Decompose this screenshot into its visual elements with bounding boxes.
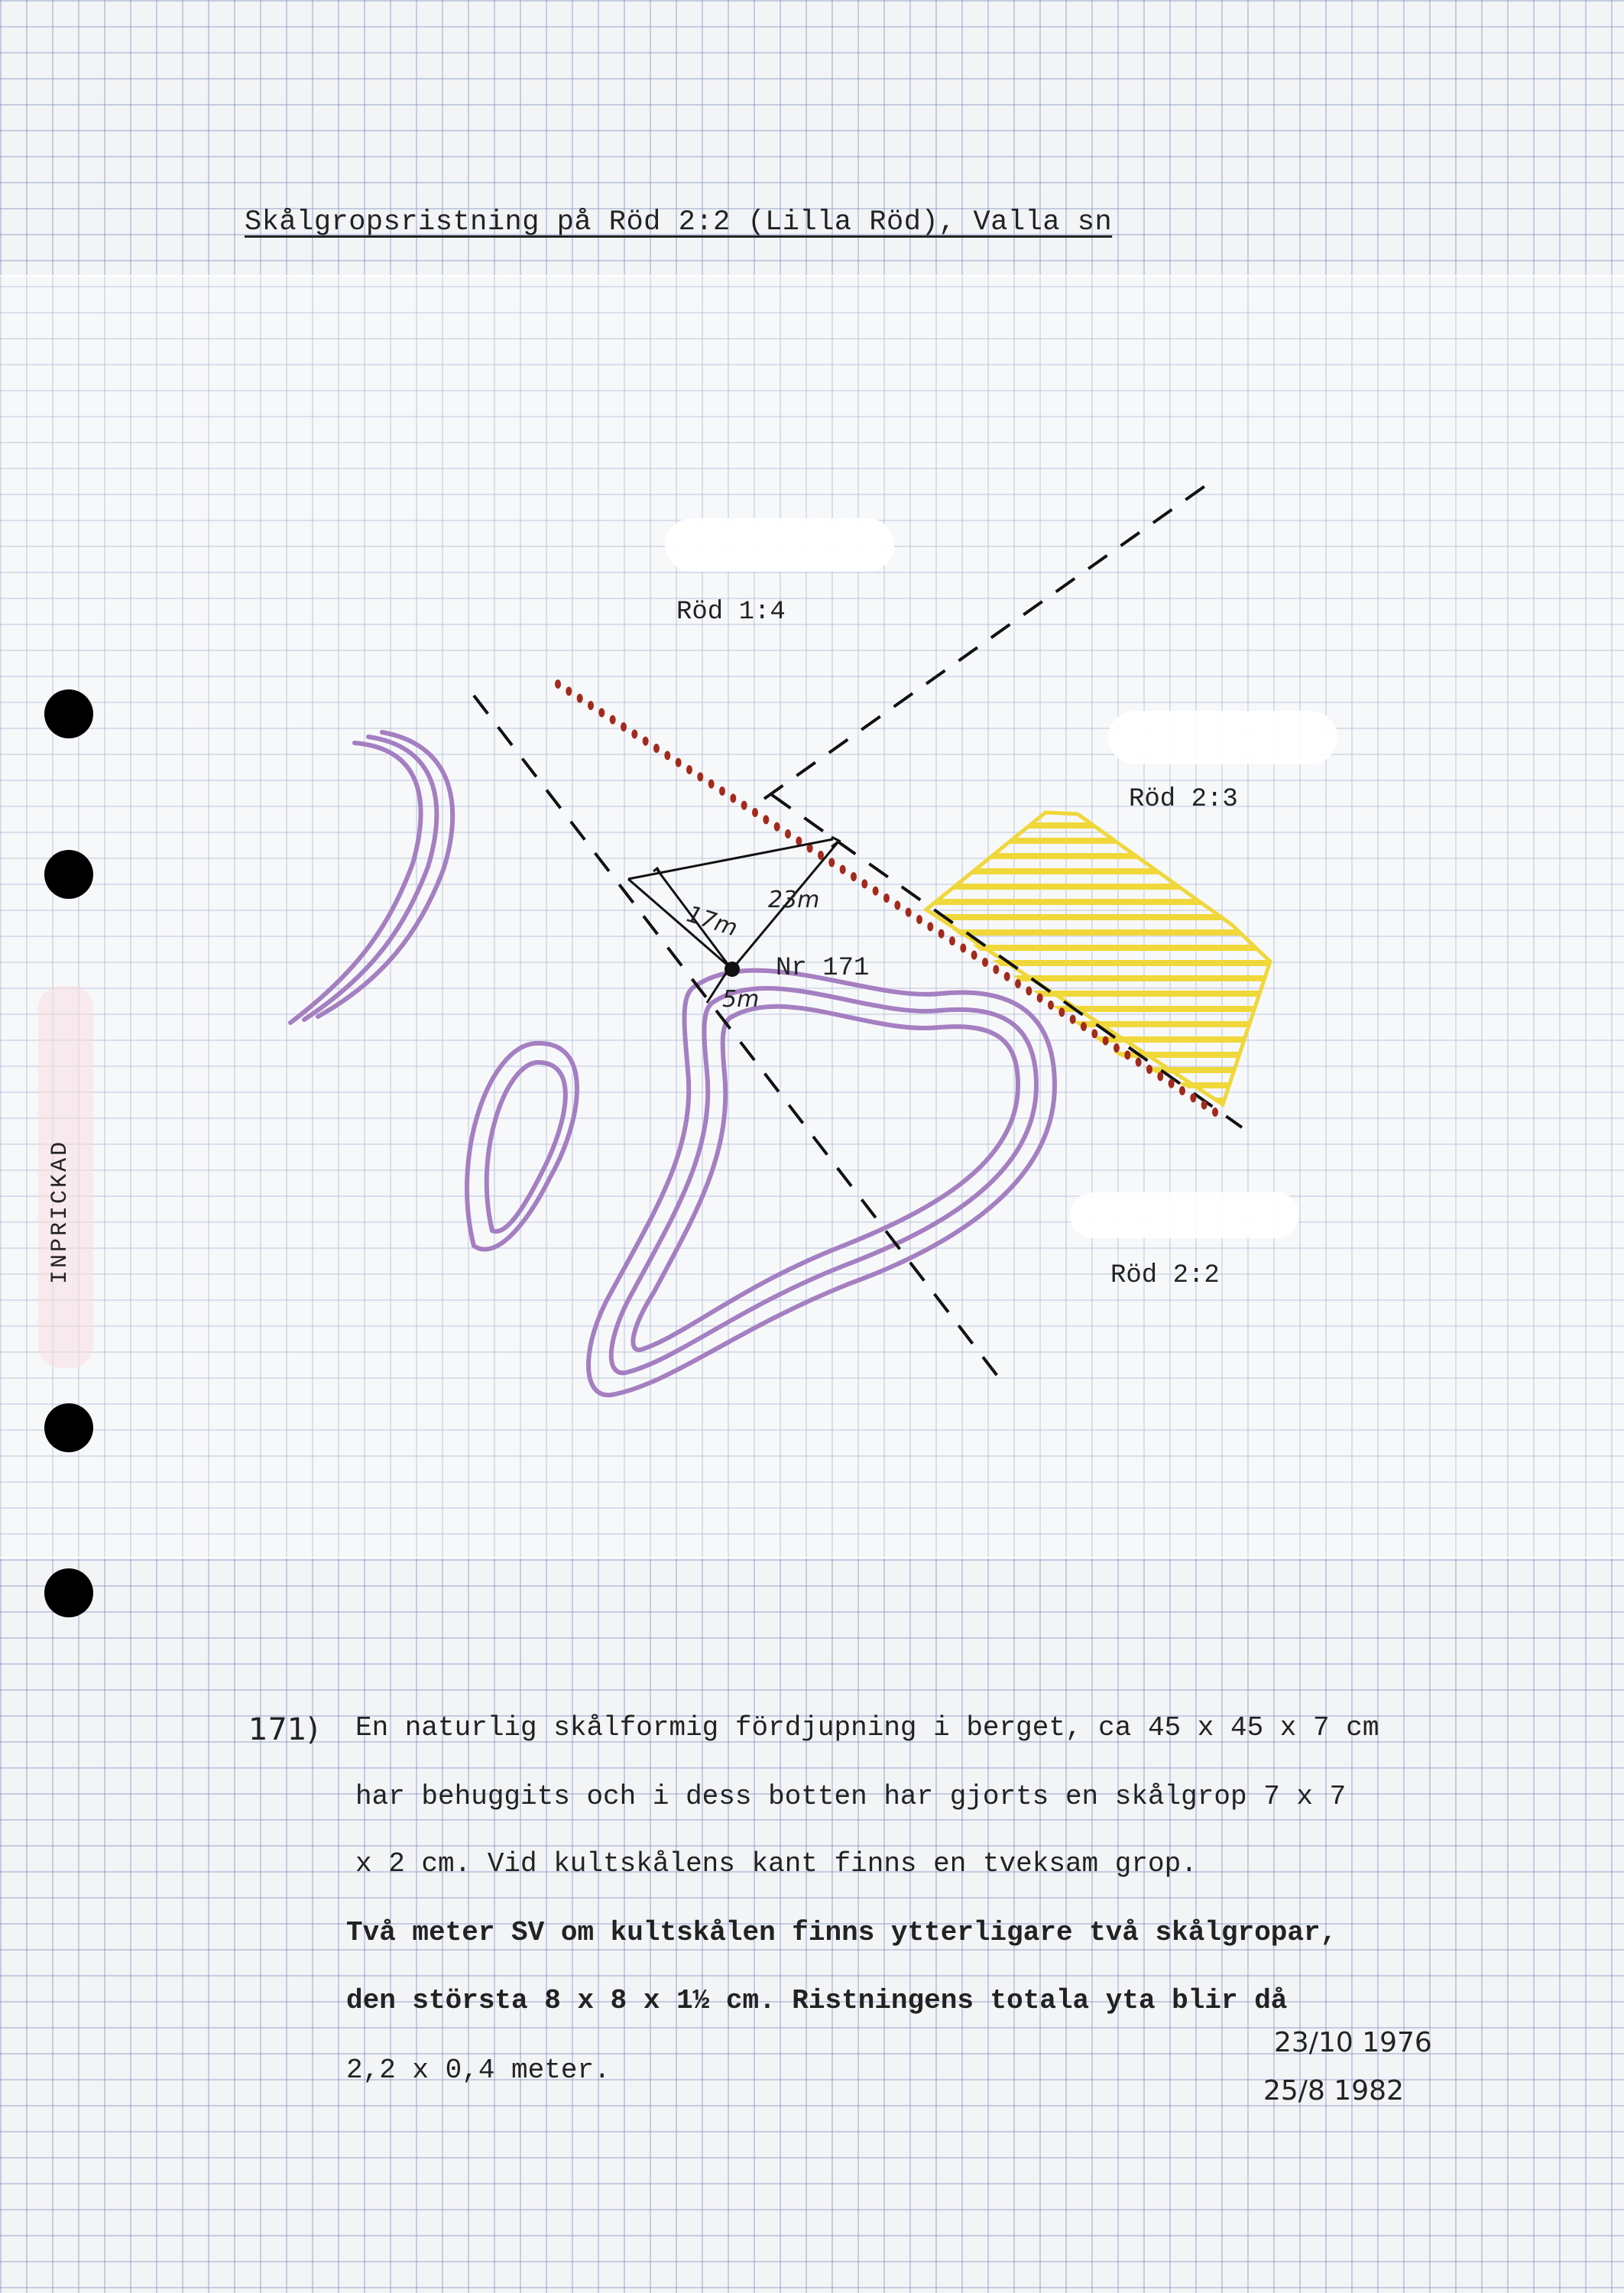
boundary-dot [566,686,572,696]
boundary-dot [1113,1043,1120,1052]
boundary-dot [774,822,780,832]
distance-17m: 17m [683,900,741,942]
boundary-dot [938,929,945,939]
description-line-5-text: den största 8 x 8 x 1½ cm. Ristningens totala yta blir då [346,1985,1288,2016]
label-rod-2-3: Röd 2:3 [1129,785,1238,814]
description-line-6: 2,2 x 0,4 meter. [346,2055,611,2086]
boundary-dot [982,958,988,967]
boundary-dot [1058,1007,1065,1017]
distance-5m: 5m [722,986,760,1013]
boundary-dot [577,694,583,703]
page-title: Skålgropsristning på Röd 2:2 (Lilla Röd), Valla sn [245,206,1113,238]
boundary-dot [1015,979,1021,988]
boundary-dot [588,701,594,710]
stamp-inprickad: INPRICKAD [47,1139,73,1284]
label-rod-1-4: Röd 1:4 [676,598,786,627]
boundary-dot [1212,1108,1218,1117]
boundary-dot [949,936,955,945]
boundary-dot [741,801,747,810]
description-line-1: En naturlig skålformig fördjupning i berget, ca 45 x 45 x 7 cm [355,1712,1379,1743]
boundary-dot [653,744,660,753]
boundary-dot [883,894,890,903]
dotted-boundary [555,679,1218,1117]
boundary-dot [1048,1001,1054,1010]
boundary-dot [1169,1079,1175,1088]
boundary-dot [686,765,692,774]
contour-large [588,971,1055,1396]
boundary-dot [1037,994,1043,1003]
boundary-dot [916,915,922,924]
date-1: 23/10 1976 [1274,2027,1432,2058]
boundary-dot [1157,1072,1163,1081]
date-2: 25/8 1982 [1263,2075,1404,2107]
boundary-dot [730,793,736,803]
hatched-area [909,810,1284,1101]
boundary-dot [1081,1022,1087,1031]
boundary-dot [1190,1093,1196,1102]
boundary-dot [993,965,999,974]
description-line-2: har behuggits och i dess botten har gjorts en skålgrop 7 x 7 [355,1781,1347,1812]
boundary-dot [676,758,682,767]
boundary-dot [1201,1101,1207,1110]
boundary-dot [555,679,561,689]
boundary-dot [719,786,725,796]
boundary-dot [1103,1036,1109,1046]
boundary-dot [828,858,835,867]
boundary-dot [1091,1029,1097,1038]
boundary-dot [1004,972,1010,981]
description-line-5 [346,1985,1287,2016]
contour-oval [487,1062,566,1231]
boundary-dot [708,780,715,789]
boundary-dot [763,815,769,824]
boundary-dot [1026,986,1032,995]
boundary-dot [1179,1086,1185,1095]
boundary-dot [621,722,627,731]
contour-crescent [318,732,452,1017]
description-line-4: Två meter SV om kultskålen finns ytterligare två skålgropar, [346,1917,1337,1948]
boundary-dot [894,900,900,910]
boundary-dot [796,836,802,845]
boundary-dot [1070,1015,1076,1024]
boundary-dot [840,865,846,874]
boundary-dot [643,737,649,746]
boundary-dot [1136,1058,1142,1067]
boundary-dot [971,951,977,960]
boundary-dot [1146,1065,1152,1074]
boundary-dot [598,708,605,717]
boundary-dot [1124,1050,1130,1059]
description-line-3: x 2 cm. Vid kultskålens kant finns en tveksam grop. [355,1848,1198,1879]
boundary-dot [927,922,933,931]
rock-contours [290,732,1055,1395]
label-rod-2-2: Röd 2:2 [1110,1261,1220,1290]
boundary-dot [664,751,670,760]
boundary-dot [906,908,912,917]
label-nr-171: Nr 171 [776,954,870,983]
boundary-dot [610,715,616,725]
contour-large [611,988,1036,1373]
boundary-dot [960,943,966,952]
boundary-dot [752,808,758,817]
distance-23m: 23m [768,887,820,913]
boundary-dot [631,729,637,738]
boundary-dot [873,887,879,896]
boundary-dot [861,879,867,888]
dashed-line-diagonal [764,482,1211,799]
boundary-dot [851,872,857,881]
entry-number: 171) [248,1712,319,1747]
boundary-dot [785,829,791,838]
site-marker [724,962,740,977]
boundary-dot [697,772,703,781]
